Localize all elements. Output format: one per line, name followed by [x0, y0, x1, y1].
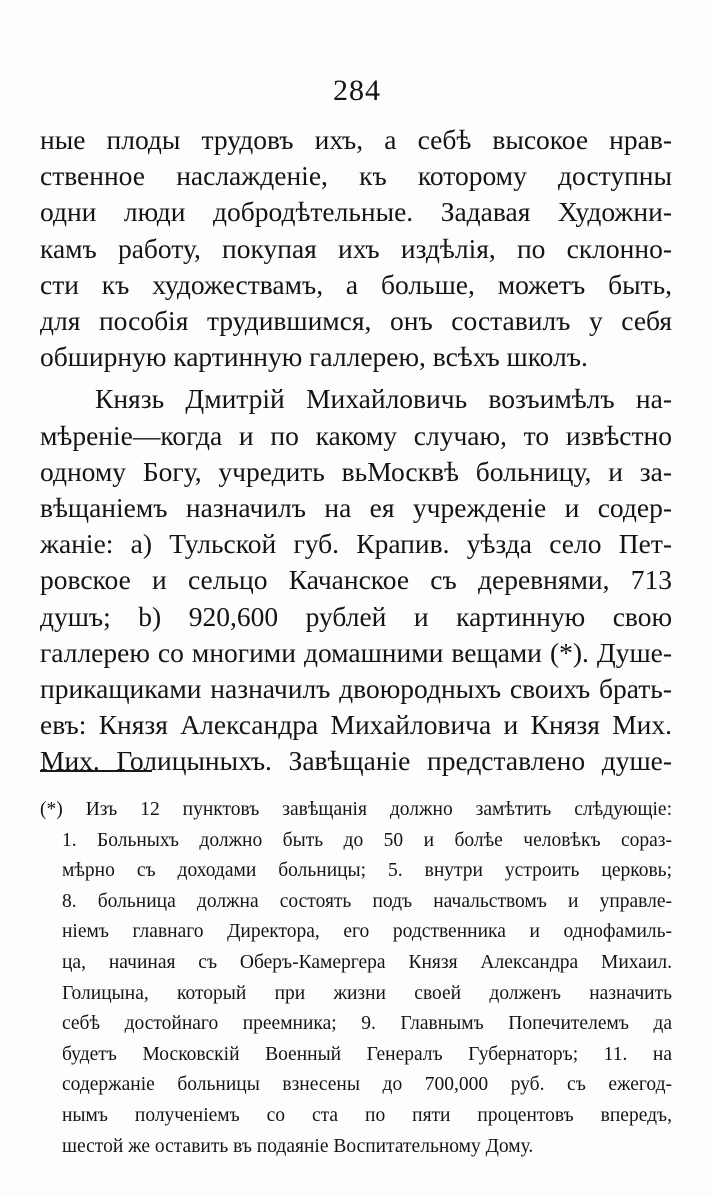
footnote-line: содержаніе больницы взнесены до 700,000 руб. съ ежегод-: [62, 1074, 672, 1096]
footnote-line: Голицына, который при жизни своей долженъ назначить: [62, 982, 672, 1004]
body-text: [40, 122, 672, 780]
footnote-line: ца, начиная съ Оберъ-Камергера Князя Александра Михаил.: [62, 951, 672, 973]
text-line: камъ работу, покупая ихъ издѣлія, по склонно-: [40, 232, 672, 264]
text-line: ные плоды трудовъ ихъ, а себѣ высокое нрав-: [40, 124, 672, 155]
text-line: душъ; b) 920,600 рублей и картинную свою: [40, 600, 672, 632]
footnote-line: нымъ полученіемъ со ста по пяти процентовъ впередъ,: [62, 1104, 672, 1126]
footnote-line: себѣ достойнаго преемника; 9. Главнымъ Попечителемъ да: [62, 1013, 672, 1035]
paragraph-testament: [40, 381, 672, 779]
footnote-line: (*) Изъ 12 пунктовъ завѣщанія должно замѣтить слѣдующіе:: [40, 799, 672, 820]
paragraph-continuation: [40, 122, 672, 375]
text-line: сти къ художествамъ, а больше, можетъ быть,: [40, 268, 672, 300]
text-line: мѣреніе—когда и по какому случаю, то извѣстно: [40, 419, 672, 451]
text-line: одни люди добродѣтельные. Задавая Художни-: [40, 196, 672, 228]
text-line: ственное наслажденіе, къ которому доступны: [40, 160, 672, 192]
text-line: одному Богу, учредить вьМосквѣ больницу, и за-: [40, 455, 672, 487]
footnote-line: 8. больница должна состоять подъ начальствомъ и управле-: [62, 890, 672, 912]
text-line: вѣщаніемъ назначилъ на ея учрежденіе и содер-: [40, 492, 672, 524]
text-line: Мих. Голицыныхъ. Завѣщаніе представлено душе-: [40, 745, 672, 777]
text-line: галлерею со многими домашними вещами (*). Душе-: [40, 636, 672, 668]
footnote-line: 1. Больныхъ должно быть до 50 и болѣе человѣкъ сораз-: [62, 829, 672, 851]
footnote-line: мѣрно съ доходами больницы; 5. внутри устроить церковь;: [62, 860, 672, 882]
text-line: обширную картинную галлерею, всѣхъ школъ.: [40, 341, 588, 373]
footnote: [40, 795, 672, 1162]
text-line: жаніе: а) Тульской губ. Крапив. уѣзда село Пет-: [40, 528, 672, 560]
text-line: для пособія трудившимся, онъ составилъ у себя: [40, 305, 672, 337]
footnote-line: будетъ Московскій Военный Генералъ Губернаторъ; 11. на: [62, 1043, 672, 1065]
footnote-line: ніемъ главнаго Директора, его родственника и однофамиль-: [62, 921, 672, 943]
text-line: евъ: Князя Александра Михайловича и Князя Мих.: [40, 709, 672, 741]
page-number: 284: [333, 74, 381, 107]
text-line: Князь Дмитрій Михайловичь возъимѣлъ на-: [95, 383, 672, 415]
text-line: прикащиками назначилъ двоюродныхъ своихъ брать-: [40, 673, 672, 705]
text-line: ровское и сельцо Качанское съ деревнями, 713: [40, 564, 672, 596]
footnote-divider: [40, 770, 152, 772]
footnote-line: шестой же оставить въ подаяніе Воспитательному Дому.: [62, 1135, 534, 1157]
